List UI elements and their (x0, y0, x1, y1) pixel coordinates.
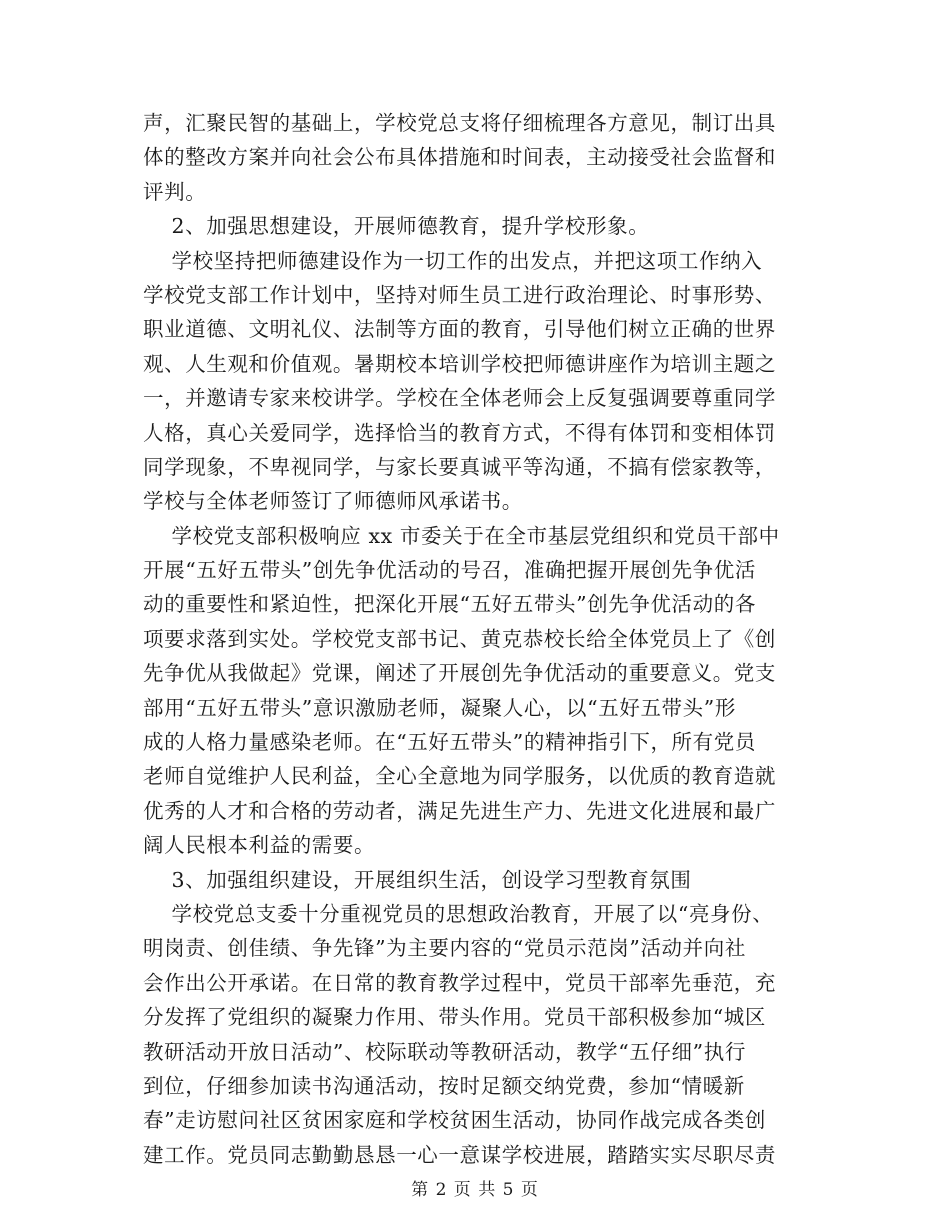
text-line: 春”走访慰问社区贫困家庭和学校贫困生活动，协同作战完成各类创 (143, 1108, 766, 1133)
text-line: 阔人民根本利益的需要。 (143, 833, 376, 858)
text-line: 学校与全体老师签订了师德师风承诺书。 (143, 489, 523, 514)
text-line: 职业道德、文明礼仪、法制等方面的教育，引导他们树立正确的世界 (143, 317, 776, 342)
text-line: 一，并邀请专家来校讲学。学校在全体老师会上反复强调要尊重同学 (143, 386, 776, 411)
text-line: 人格，真心关爱同学，选择恰当的教育方式，不得有体罚和变相体罚 (143, 420, 776, 445)
text-line: 会作出公开承诺。在日常的教育教学过程中，党员干部率先垂范，充 (143, 970, 776, 995)
text-line: 优秀的人才和合格的劳动者，满足先进生产力、先进文化进展和最广 (143, 798, 776, 823)
text-line: 部用“五好五带头”意识激励老师，凝聚人心，以“五好五带头”形 (143, 695, 736, 720)
text-line: 评判。 (143, 179, 207, 204)
text-line: 学校党总支委十分重视党员的思想政治教育，开展了以“亮身份、 (143, 901, 774, 926)
text-line: 明岗责、创佳绩、争先锋”为主要内容的“党员示范岗”活动并向社 (143, 936, 746, 961)
text-line: 体的整改方案并向社会公布具体措施和时间表，主动接受社会监督和 (143, 145, 776, 170)
text-line: 分发挥了党组织的凝聚力作用、带头作用。党员干部积极参加“城区 (143, 1005, 766, 1030)
text-line: 动的重要性和紧迫性，把深化开展“五好五带头”创先争优活动的各 (143, 592, 756, 617)
text-line: 声，汇聚民智的基础上，学校党总支将仔细梳理各方意见，制订出具 (143, 111, 776, 135)
text-line: 学校党支部工作计划中，坚持对师生员工进行政治理论、时事形势、 (143, 282, 776, 307)
text-line: 老师自觉维护人民利益，全心全意地为同学服务，以优质的教育造就 (143, 764, 776, 789)
text-line: 同学现象，不卑视同学，与家长要真诚平等沟通，不搞有偿家教等， (143, 454, 776, 479)
text-line: 项要求落到实处。学校党支部书记、黄克恭校长给全体党员上了《创 (143, 626, 776, 651)
text-line: 到位，仔细参加读书沟通活动，按时足额交纳党费，参加“情暖新 (143, 1073, 745, 1098)
text-line: 教研活动开放日活动”、校际联动等教研活动，教学“五仔细”执行 (143, 1039, 746, 1064)
text-line: 3、加强组织建设，开展组织生活，创设学习型教育氛围 (143, 867, 692, 892)
text-line: 观、人生观和价值观。暑期校本培训学校把师德讲座作为培训主题之 (143, 351, 776, 376)
text-line: 建工作。党员同志勤勤恳恳一心一意谋学校进展，踏踏实实尽职尽责 (143, 1142, 776, 1167)
document-body (143, 106, 823, 1172)
text-line: 学校党支部积极响应 xx 市委关于在全市基层党组织和党员干部中 (143, 523, 780, 548)
text-line: 开展“五好五带头”创先争优活动的号召，准确把握开展创先争优活 (143, 558, 756, 583)
text-line: 2、加强思想建设，开展师德教育，提升学校形象。 (143, 214, 650, 239)
text-line: 先争优从我做起》党课，阐述了开展创先争优活动的重要意义。党支 (143, 661, 776, 686)
page-footer: 第 2 页 共 5 页 (411, 1180, 539, 1200)
text-line: 成的人格力量感染老师。在“五好五带头”的精神指引下，所有党员 (143, 730, 756, 755)
text-line: 学校坚持把师德建设作为一切工作的出发点，并把这项工作纳入 (143, 248, 763, 273)
